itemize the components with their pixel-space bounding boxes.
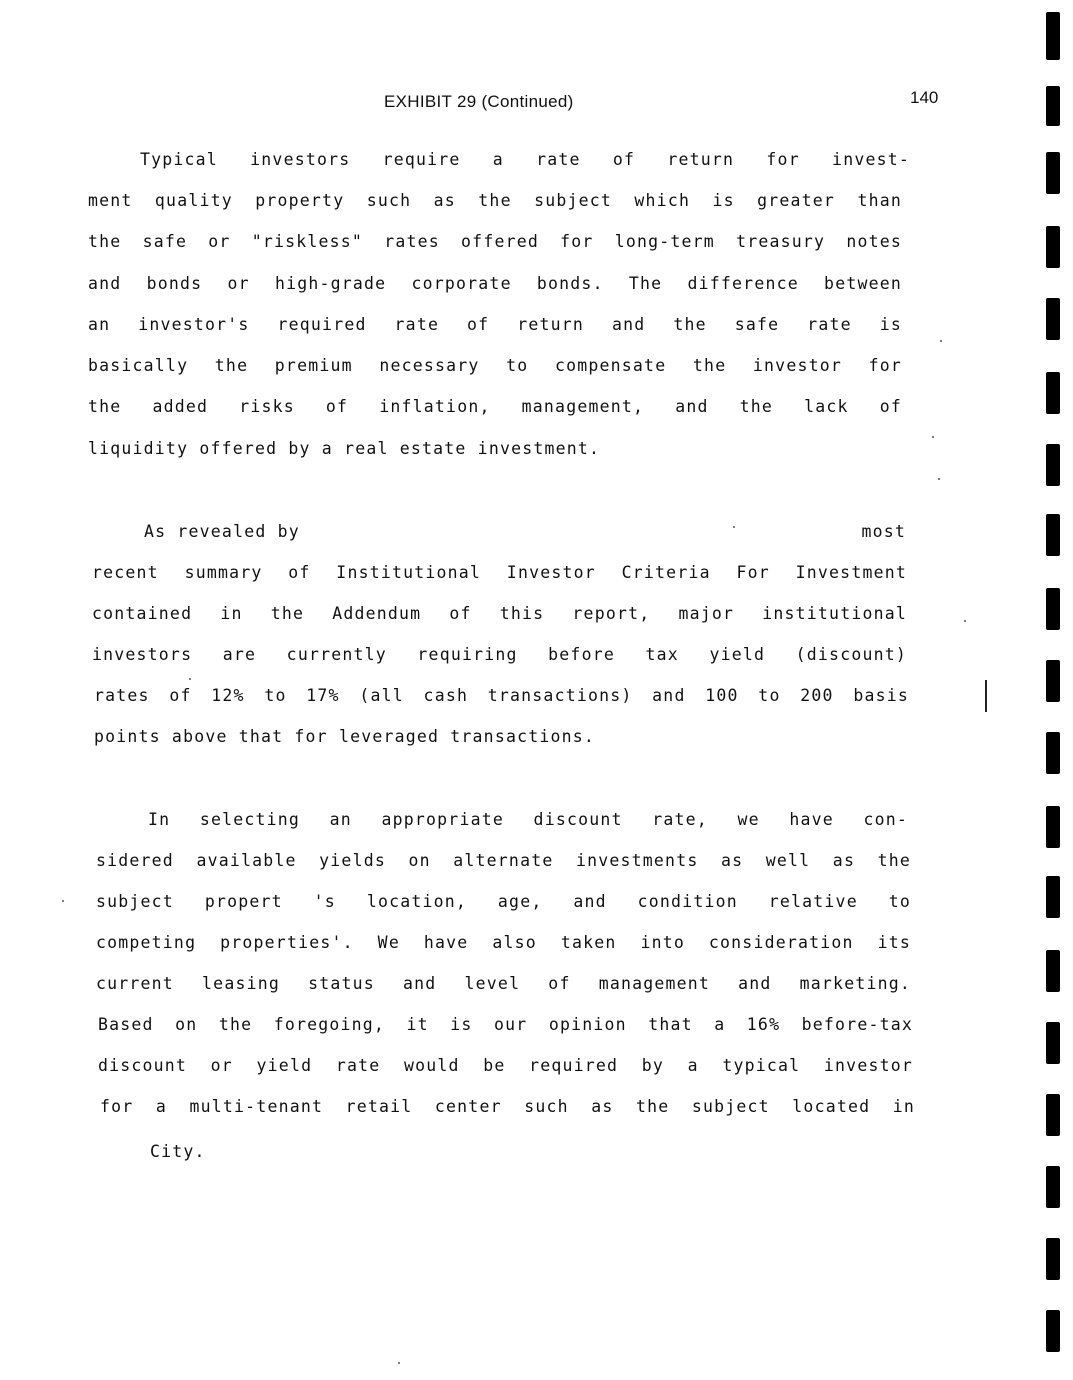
paragraph-line: for a multi-tenant retail center such as the subject located in	[100, 1097, 915, 1116]
scan-mark	[1046, 372, 1060, 414]
scan-mark	[1046, 806, 1060, 848]
paragraph-line: current leasing status and level of management and marketing.	[96, 974, 911, 993]
scan-mark	[1046, 1166, 1060, 1208]
scan-mark	[1046, 1022, 1060, 1064]
page-number: 140	[910, 88, 939, 107]
revision-mark	[985, 680, 987, 712]
paragraph-line: In selecting an appropriate discount rate, we have con-	[148, 810, 908, 829]
scan-speck	[940, 340, 942, 342]
scan-mark	[1046, 588, 1060, 630]
paragraph-line: recent summary of Institutional Investor Criteria For Investment	[92, 563, 907, 582]
scan-mark	[1046, 298, 1060, 340]
paragraph-line: ment quality property such as the subject which is greater than	[88, 191, 902, 210]
scan-mark	[1046, 1094, 1060, 1136]
paragraph-line: contained in the Addendum of this report, major institutional	[92, 604, 907, 623]
paragraph-line: liquidity offered by a real estate investment.	[88, 439, 601, 458]
paragraph-line: subject propert 's location, age, and condition relative to	[96, 892, 911, 911]
scan-speck	[932, 436, 934, 438]
paragraph-first-line	[144, 520, 906, 544]
page-heading: EXHIBIT 29 (Continued)	[384, 92, 574, 111]
scan-mark	[1046, 514, 1060, 556]
paragraph-line: the safe or "riskless" rates offered for long-term treasury notes	[88, 232, 902, 251]
scan-mark	[1046, 950, 1060, 992]
paragraph-line: and bonds or high-grade corporate bonds. The difference between	[88, 274, 902, 293]
line-end-text: most	[861, 522, 906, 541]
paragraph-line: investors are currently requiring before tax yield (discount)	[92, 645, 907, 664]
scan-speck	[189, 678, 191, 680]
scan-speck	[938, 478, 940, 480]
paragraph-line: City.	[150, 1142, 206, 1161]
paragraph-line: the added risks of inflation, management, and the lack of	[88, 397, 902, 416]
scan-mark	[1046, 660, 1060, 702]
scan-mark	[1046, 152, 1060, 194]
paragraph-line: sidered available yields on alternate investments as well as the	[96, 851, 911, 870]
scan-speck	[398, 1362, 400, 1364]
scan-mark	[1046, 876, 1060, 918]
scan-speck	[62, 900, 64, 902]
scan-mark	[1046, 226, 1060, 268]
scan-mark	[1046, 1238, 1060, 1280]
paragraph-line: rates of 12% to 17% (all cash transactions) and 100 to 200 basis	[94, 686, 909, 705]
scan-mark	[1046, 86, 1060, 126]
paragraph-line: competing properties'. We have also taken into consideration its	[96, 933, 911, 952]
paragraph-line: basically the premium necessary to compensate the investor for	[88, 356, 902, 375]
scan-mark	[1046, 12, 1060, 60]
scan-mark	[1046, 732, 1060, 774]
scan-mark	[1046, 444, 1060, 486]
paragraph-line: an investor's required rate of return and the safe rate is	[88, 315, 902, 334]
paragraph-line: points above that for leveraged transactions.	[94, 727, 596, 746]
scan-speck	[733, 526, 735, 528]
scan-speck	[964, 620, 966, 622]
scan-mark	[1046, 1310, 1060, 1352]
line-start-text: As revealed by	[144, 522, 300, 541]
paragraph-line: discount or yield rate would be required by a typical investor	[98, 1056, 913, 1075]
paragraph-line: Based on the foregoing, it is our opinion that a 16% before-tax	[98, 1015, 913, 1034]
paragraph-line: Typical investors require a rate of return for invest-	[140, 150, 910, 169]
